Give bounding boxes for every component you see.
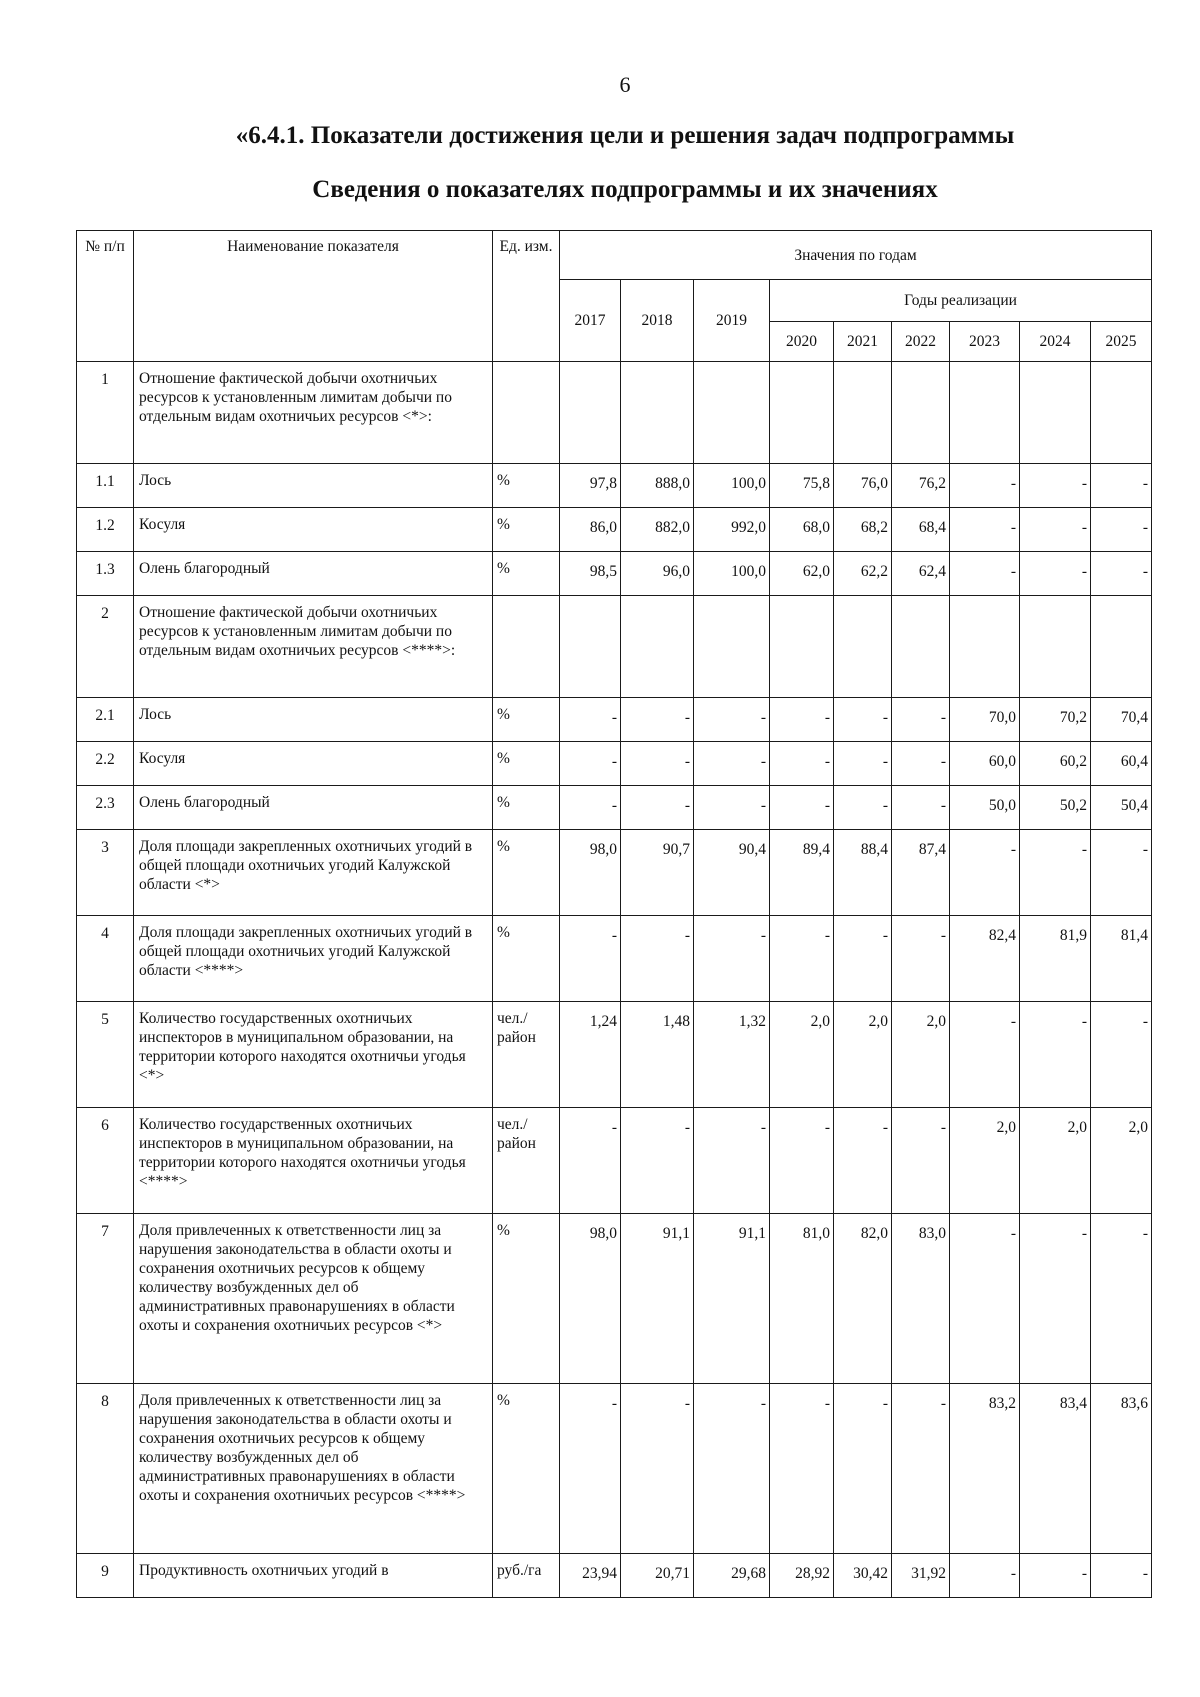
value-cell: - bbox=[1020, 1214, 1091, 1384]
header-year: 2023 bbox=[950, 322, 1020, 362]
indicator-name: Количество государственных охотничьих инспекторов в муниципальном образовании, на территории которого находятся охотничьи угодья <*> bbox=[134, 1002, 493, 1108]
table-row bbox=[77, 1214, 1152, 1384]
value-cell: 28,92 bbox=[770, 1554, 834, 1598]
value-cell: 68,2 bbox=[834, 508, 892, 552]
value-cell: - bbox=[1020, 1554, 1091, 1598]
value-cell: - bbox=[1020, 1002, 1091, 1108]
value-cell: - bbox=[694, 1384, 770, 1554]
indicator-name: Количество государственных охотничьих инспекторов в муниципальном образовании, на территории которого находятся охотничьи угодья <****> bbox=[134, 1108, 493, 1214]
row-number: 2 bbox=[77, 596, 134, 698]
value-cell bbox=[770, 362, 834, 464]
value-cell: 75,8 bbox=[770, 464, 834, 508]
value-cell bbox=[834, 596, 892, 698]
value-cell bbox=[950, 362, 1020, 464]
value-cell: 81,9 bbox=[1020, 916, 1091, 1002]
value-cell: 62,2 bbox=[834, 552, 892, 596]
value-cell: - bbox=[950, 1214, 1020, 1384]
header-unit: Ед. изм. bbox=[493, 231, 560, 362]
row-number: 2.2 bbox=[77, 742, 134, 786]
value-cell: - bbox=[1091, 464, 1152, 508]
value-cell: 60,0 bbox=[950, 742, 1020, 786]
value-cell: - bbox=[770, 786, 834, 830]
value-cell: 70,0 bbox=[950, 698, 1020, 742]
value-cell: 2,0 bbox=[1091, 1108, 1152, 1214]
value-cell: - bbox=[834, 1384, 892, 1554]
table-subtitle: Сведения о показателях подпрограммы и их значениях bbox=[312, 176, 938, 203]
value-cell: 89,4 bbox=[770, 830, 834, 916]
value-cell: - bbox=[834, 1108, 892, 1214]
value-cell: 100,0 bbox=[694, 552, 770, 596]
value-cell: - bbox=[621, 916, 694, 1002]
value-cell: 50,4 bbox=[1091, 786, 1152, 830]
row-number: 3 bbox=[77, 830, 134, 916]
value-cell: 82,0 bbox=[834, 1214, 892, 1384]
header-year: 2021 bbox=[834, 322, 892, 362]
value-cell: - bbox=[892, 916, 950, 1002]
value-cell bbox=[694, 596, 770, 698]
value-cell: 98,0 bbox=[560, 830, 621, 916]
value-cell: 83,0 bbox=[892, 1214, 950, 1384]
indicator-name: Косуля bbox=[134, 742, 493, 786]
value-cell: 20,71 bbox=[621, 1554, 694, 1598]
value-cell: - bbox=[560, 786, 621, 830]
value-cell: - bbox=[694, 916, 770, 1002]
value-cell: - bbox=[892, 742, 950, 786]
value-cell: 86,0 bbox=[560, 508, 621, 552]
row-number: 9 bbox=[77, 1554, 134, 1598]
value-cell bbox=[1091, 362, 1152, 464]
value-cell: - bbox=[770, 1108, 834, 1214]
value-cell bbox=[950, 596, 1020, 698]
header-year: 2022 bbox=[892, 322, 950, 362]
value-cell: - bbox=[892, 786, 950, 830]
table-row bbox=[77, 464, 1152, 508]
value-cell: - bbox=[770, 742, 834, 786]
header-year: 2024 bbox=[1020, 322, 1091, 362]
value-cell: 60,2 bbox=[1020, 742, 1091, 786]
value-cell: 30,42 bbox=[834, 1554, 892, 1598]
value-cell: - bbox=[834, 916, 892, 1002]
unit-of-measure: % bbox=[493, 786, 560, 830]
value-cell: - bbox=[1091, 1002, 1152, 1108]
unit-of-measure: % bbox=[493, 916, 560, 1002]
value-cell: 70,4 bbox=[1091, 698, 1152, 742]
value-cell: 23,94 bbox=[560, 1554, 621, 1598]
value-cell: 882,0 bbox=[621, 508, 694, 552]
value-cell bbox=[560, 596, 621, 698]
table-row bbox=[77, 552, 1152, 596]
indicator-name: Отношение фактической добычи охотничьих ресурсов к установленным лимитам добычи по отдельным видам охотничьих ресурсов <*>: bbox=[134, 362, 493, 464]
value-cell: - bbox=[1091, 508, 1152, 552]
value-cell: - bbox=[560, 916, 621, 1002]
value-cell: 81,4 bbox=[1091, 916, 1152, 1002]
row-number: 4 bbox=[77, 916, 134, 1002]
indicator-name: Доля площади закрепленных охотничьих угодий в общей площади охотничьих угодий Калужской области <*> bbox=[134, 830, 493, 916]
value-cell: 60,4 bbox=[1091, 742, 1152, 786]
value-cell: - bbox=[694, 742, 770, 786]
value-cell bbox=[621, 362, 694, 464]
table-row bbox=[77, 1002, 1152, 1108]
value-cell: - bbox=[694, 786, 770, 830]
value-cell bbox=[1020, 362, 1091, 464]
value-cell: 2,0 bbox=[770, 1002, 834, 1108]
value-cell: - bbox=[770, 1384, 834, 1554]
value-cell: - bbox=[834, 742, 892, 786]
value-cell bbox=[770, 596, 834, 698]
value-cell: 2,0 bbox=[892, 1002, 950, 1108]
value-cell: - bbox=[950, 508, 1020, 552]
value-cell: 68,4 bbox=[892, 508, 950, 552]
unit-of-measure: % bbox=[493, 1384, 560, 1554]
value-cell: - bbox=[950, 464, 1020, 508]
value-cell: 29,68 bbox=[694, 1554, 770, 1598]
value-cell: 1,32 bbox=[694, 1002, 770, 1108]
table-row bbox=[77, 1384, 1152, 1554]
unit-of-measure: % bbox=[493, 1214, 560, 1384]
row-number: 1.2 bbox=[77, 508, 134, 552]
value-cell: 888,0 bbox=[621, 464, 694, 508]
row-number: 1.1 bbox=[77, 464, 134, 508]
header-name: Наименование показателя bbox=[134, 231, 493, 362]
value-cell bbox=[892, 596, 950, 698]
value-cell: - bbox=[560, 1108, 621, 1214]
value-cell: 31,92 bbox=[892, 1554, 950, 1598]
header-year: 2018 bbox=[621, 280, 694, 362]
unit-of-measure: % bbox=[493, 552, 560, 596]
row-number: 5 bbox=[77, 1002, 134, 1108]
row-number: 8 bbox=[77, 1384, 134, 1554]
value-cell: - bbox=[770, 916, 834, 1002]
value-cell bbox=[834, 362, 892, 464]
indicator-name: Доля привлеченных к ответственности лиц за нарушения законодательства в области охоты и сохранения охотничьих ресурсов к общему количеству возбужденных дел об административных правонарушениях в области охоты и сохранения охотничьих ресурсов <*> bbox=[134, 1214, 493, 1384]
value-cell: - bbox=[694, 698, 770, 742]
value-cell: 91,1 bbox=[694, 1214, 770, 1384]
header-year: 2019 bbox=[694, 280, 770, 362]
value-cell: - bbox=[834, 786, 892, 830]
value-cell: 83,2 bbox=[950, 1384, 1020, 1554]
page-number: 6 bbox=[619, 72, 631, 97]
value-cell: - bbox=[950, 1002, 1020, 1108]
unit-of-measure bbox=[493, 596, 560, 698]
value-cell: - bbox=[560, 1384, 621, 1554]
value-cell: 96,0 bbox=[621, 552, 694, 596]
value-cell: 87,4 bbox=[892, 830, 950, 916]
value-cell: - bbox=[950, 830, 1020, 916]
indicator-name: Доля площади закрепленных охотничьих угодий в общей площади охотничьих угодий Калужской области <****> bbox=[134, 916, 493, 1002]
value-cell: - bbox=[834, 698, 892, 742]
indicator-name: Лось bbox=[134, 698, 493, 742]
value-cell: - bbox=[892, 1384, 950, 1554]
value-cell: 90,4 bbox=[694, 830, 770, 916]
value-cell: - bbox=[950, 552, 1020, 596]
value-cell: 76,0 bbox=[834, 464, 892, 508]
value-cell: 83,6 bbox=[1091, 1384, 1152, 1554]
value-cell: - bbox=[1091, 830, 1152, 916]
row-number: 6 bbox=[77, 1108, 134, 1214]
value-cell: 50,0 bbox=[950, 786, 1020, 830]
value-cell: - bbox=[621, 1384, 694, 1554]
header-year: 2020 bbox=[770, 322, 834, 362]
unit-of-measure bbox=[493, 362, 560, 464]
indicator-name: Лось bbox=[134, 464, 493, 508]
value-cell: 50,2 bbox=[1020, 786, 1091, 830]
header-year: 2025 bbox=[1091, 322, 1152, 362]
unit-of-measure: чел./ район bbox=[493, 1108, 560, 1214]
header-number: № п/п bbox=[77, 231, 134, 362]
table-row bbox=[77, 698, 1152, 742]
value-cell: 70,2 bbox=[1020, 698, 1091, 742]
table-row bbox=[77, 508, 1152, 552]
header-implementation-years: Годы реализации bbox=[770, 280, 1152, 322]
value-cell: - bbox=[950, 1554, 1020, 1598]
value-cell: 90,7 bbox=[621, 830, 694, 916]
value-cell: 992,0 bbox=[694, 508, 770, 552]
row-number: 1 bbox=[77, 362, 134, 464]
value-cell: - bbox=[621, 1108, 694, 1214]
value-cell bbox=[560, 362, 621, 464]
value-cell: 88,4 bbox=[834, 830, 892, 916]
value-cell: 98,5 bbox=[560, 552, 621, 596]
indicator-name: Косуля bbox=[134, 508, 493, 552]
value-cell: - bbox=[621, 742, 694, 786]
indicator-name: Продуктивность охотничьих угодий в bbox=[134, 1554, 493, 1598]
value-cell: - bbox=[621, 786, 694, 830]
unit-of-measure: % bbox=[493, 698, 560, 742]
value-cell bbox=[1091, 596, 1152, 698]
value-cell: - bbox=[1091, 1554, 1152, 1598]
header-year: 2017 bbox=[560, 280, 621, 362]
table-row bbox=[77, 362, 1152, 464]
unit-of-measure: % bbox=[493, 508, 560, 552]
value-cell: - bbox=[621, 698, 694, 742]
value-cell: 68,0 bbox=[770, 508, 834, 552]
value-cell: - bbox=[892, 1108, 950, 1214]
value-cell: - bbox=[560, 742, 621, 786]
indicator-name: Отношение фактической добычи охотничьих ресурсов к установленным лимитам добычи по отдельным видам охотничьих ресурсов <****>: bbox=[134, 596, 493, 698]
indicator-name: Доля привлеченных к ответственности лиц за нарушения законодательства в области охоты и сохранения охотничьих ресурсов к общему количеству возбужденных дел об административных правонарушениях в области охоты и сохранения охотничьих ресурсов <****> bbox=[134, 1384, 493, 1554]
table-row bbox=[77, 786, 1152, 830]
value-cell: 100,0 bbox=[694, 464, 770, 508]
value-cell: 2,0 bbox=[950, 1108, 1020, 1214]
row-number: 7 bbox=[77, 1214, 134, 1384]
value-cell: - bbox=[694, 1108, 770, 1214]
indicator-name: Олень благородный bbox=[134, 552, 493, 596]
unit-of-measure: % bbox=[493, 742, 560, 786]
value-cell: - bbox=[1020, 552, 1091, 596]
value-cell: 76,2 bbox=[892, 464, 950, 508]
row-number: 1.3 bbox=[77, 552, 134, 596]
value-cell: 62,4 bbox=[892, 552, 950, 596]
unit-of-measure: чел./ район bbox=[493, 1002, 560, 1108]
value-cell bbox=[621, 596, 694, 698]
value-cell: 97,8 bbox=[560, 464, 621, 508]
header-values-by-year: Значения по годам bbox=[560, 231, 1152, 280]
section-title: «6.4.1. Показатели достижения цели и решения задач подпрограммы bbox=[235, 122, 1015, 149]
table-row bbox=[77, 830, 1152, 916]
value-cell bbox=[1020, 596, 1091, 698]
indicators-table bbox=[76, 230, 1152, 1598]
table-row bbox=[77, 1554, 1152, 1598]
value-cell: 91,1 bbox=[621, 1214, 694, 1384]
value-cell: 2,0 bbox=[834, 1002, 892, 1108]
table-row bbox=[77, 1108, 1152, 1214]
value-cell: 62,0 bbox=[770, 552, 834, 596]
value-cell: 2,0 bbox=[1020, 1108, 1091, 1214]
table-row bbox=[77, 742, 1152, 786]
value-cell bbox=[892, 362, 950, 464]
value-cell: - bbox=[560, 698, 621, 742]
value-cell: - bbox=[1091, 552, 1152, 596]
value-cell: 83,4 bbox=[1020, 1384, 1091, 1554]
value-cell: - bbox=[770, 698, 834, 742]
row-number: 2.1 bbox=[77, 698, 134, 742]
value-cell: 1,24 bbox=[560, 1002, 621, 1108]
unit-of-measure: % bbox=[493, 464, 560, 508]
table-row bbox=[77, 916, 1152, 1002]
value-cell: 98,0 bbox=[560, 1214, 621, 1384]
value-cell: - bbox=[1020, 464, 1091, 508]
value-cell: - bbox=[1091, 1214, 1152, 1384]
row-number: 2.3 bbox=[77, 786, 134, 830]
value-cell: 82,4 bbox=[950, 916, 1020, 1002]
value-cell: 81,0 bbox=[770, 1214, 834, 1384]
indicator-name: Олень благородный bbox=[134, 786, 493, 830]
unit-of-measure: руб./га bbox=[493, 1554, 560, 1598]
value-cell: - bbox=[1020, 508, 1091, 552]
value-cell: - bbox=[892, 698, 950, 742]
value-cell: - bbox=[1020, 830, 1091, 916]
value-cell bbox=[694, 362, 770, 464]
table-row bbox=[77, 596, 1152, 698]
value-cell: 1,48 bbox=[621, 1002, 694, 1108]
unit-of-measure: % bbox=[493, 830, 560, 916]
